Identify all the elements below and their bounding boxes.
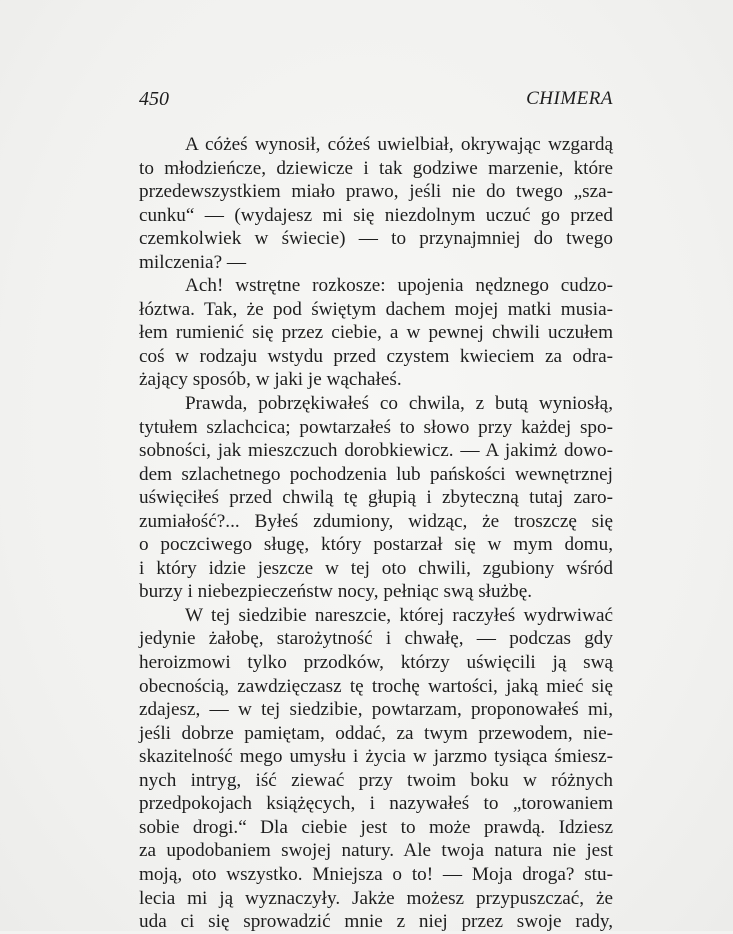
text-line: łóztwa. Tak, że pod świętym dachem mojej matki musia- — [139, 298, 613, 320]
text-line: W tej siedzibie nareszcie, której raczyłeś wydrwiwać — [185, 604, 613, 626]
text-line: za upodobaniem swojej natury. Ale twoja natura nie jest — [139, 840, 613, 862]
text-line: moją, oto wszystko. Mniejsza o to! — Moja droga? stu- — [139, 863, 613, 885]
text-line: tytułem szlachcica; powtarzałeś to słowo przy każdej spo- — [139, 416, 613, 438]
text-line: dem szlachetnego pochodzenia lub pańskości wewnętrznej — [139, 463, 613, 485]
body-text — [139, 133, 613, 934]
text-line: A cóżeś wynosił, cóżeś uwielbiał, okrywając wzgardą — [185, 134, 613, 155]
text-line: przedpokojach książęcych, i nazywałeś to „torowaniem — [139, 793, 613, 815]
text-line: skazitelność mego umysłu i życia w jarzmo tysiąca śmiesz- — [139, 746, 613, 768]
text-line: i który idzie jeszcze w tej oto chwili, zgubiony wśród — [139, 557, 613, 579]
text-line: uda ci się sprowadzić mnie z niej przez swoje rady, — [139, 911, 613, 933]
text-line: Prawda, pobrzękiwałeś co chwila, z butą wyniosłą, — [185, 393, 613, 415]
text-line: sobie drogi.“ Dla ciebie jest to może prawdą. Idziesz — [139, 816, 613, 838]
text-line: zumiałość?... Byłeś zdumiony, widząc, że troszczę się — [139, 510, 613, 532]
page-header — [139, 88, 613, 114]
text-line: jeśli dobrze pamiętam, oddać, za twym przewodem, nie- — [139, 722, 613, 744]
text-line: jedynie żałobę, starożytność i chwałę, — podczas gdy — [139, 628, 613, 650]
text-line: przedewszystkiem miało prawo, jeśli nie do twego „sza- — [139, 181, 613, 203]
text-line: łem rumienić się przez ciebie, a w pewnej chwili uczułem — [139, 322, 613, 344]
text-line: nych intryg, iść ziewać przy twoim boku w różnych — [139, 769, 613, 791]
text-line: coś w rodzaju wstydu przed czystem kwieciem za odra- — [139, 345, 613, 367]
text-line: uświęciłeś przed chwilą tę głupią i zbyteczną tutaj zaro- — [139, 487, 613, 509]
text-line: heroizmowi tylko przodków, którzy uświęcili ją swą — [139, 652, 613, 674]
text-line: czemkolwiek w świecie) — to przynajmniej do twego — [139, 228, 613, 250]
text-line: milczenia? — — [139, 251, 247, 273]
text-line: cunku“ — (wydajesz mi się niezdolnym uczuć go przed — [139, 204, 613, 226]
text-line: Ach! wstrętne rozkosze: upojenia nędznego cudzo- — [185, 275, 613, 297]
text-line: sobności, jak mieszczuch dorobkiewicz. — A jakimż dowo- — [139, 440, 613, 462]
running-title: CHIMERA — [526, 88, 613, 109]
text-line: zdajesz, — w tej siedzibie, powtarzam, proponowałeś mi, — [139, 699, 613, 721]
text-line: burzy i niebezpieczeństw nocy, pełniąc swą służbę. — [139, 581, 533, 603]
text-line: to młodzieńcze, dziewicze i tak godziwe marzenie, które — [139, 157, 613, 179]
text-line: żający sposób, w jaki je wąchałeś. — [139, 369, 402, 391]
text-line: obecnością, zawdzięczasz tę trochę wartości, jaką mieć się — [139, 675, 613, 697]
text-line: o poczciwego sługę, który postarzał się w mym domu, — [139, 534, 613, 556]
text-line: lecia mi ją wyznaczyły. Jakże możesz przypuszczać, że — [139, 887, 613, 909]
page-number: 450 — [139, 88, 169, 110]
